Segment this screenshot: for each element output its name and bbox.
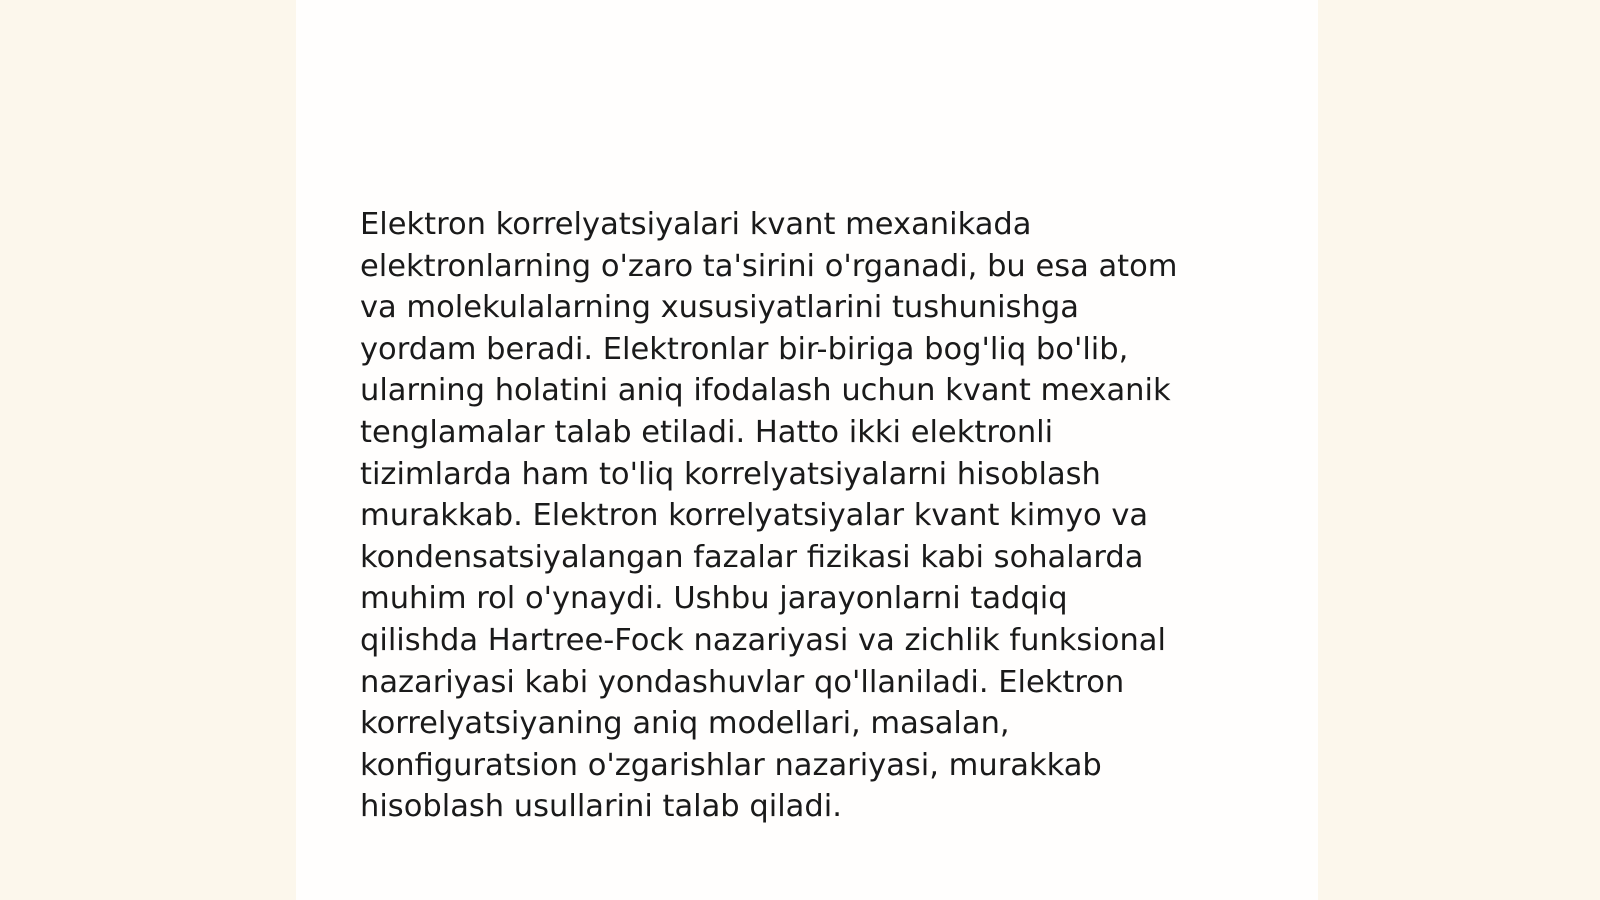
text-line: qilishda Hartree-Fock nazariyasi va zichlik funksional — [360, 622, 1166, 658]
text-line: murakkab. Elektron korrelyatsiyalar kvant kimyo va — [360, 498, 1149, 534]
text-line: ularning holatini aniq ifodalash uchun kvant mexanik — [360, 373, 1171, 409]
text-line: korrelyatsiyaning aniq modellari, masalan, — [360, 706, 1010, 742]
text-line: va molekulalarning xususiyatlarini tushunishga — [360, 290, 1079, 326]
text-line: konfiguratsion o'zgarishlar nazariyasi, murakkab — [360, 747, 1102, 783]
text-line: kondensatsiyalangan fazalar fizikasi kabi sohalarda — [360, 539, 1144, 575]
body-paragraph — [360, 204, 1240, 828]
document-page — [296, 0, 1318, 900]
text-line: Elektron korrelyatsiyalari kvant mexanikada — [360, 207, 1032, 242]
text-line: tenglamalar talab etiladi. Hatto ikki elektronli — [360, 414, 1054, 450]
text-line: tizimlarda ham to'liq korrelyatsiyalarni hisoblash — [360, 456, 1101, 492]
text-line: muhim rol o'ynaydi. Ushbu jarayonlarni tadqiq — [360, 581, 1068, 617]
text-line: yordam beradi. Elektronlar bir-biriga bog'liq bo'lib, — [360, 331, 1129, 367]
text-line: hisoblash usullarini talab qiladi. — [360, 789, 842, 825]
text-line: elektronlarning o'zaro ta'sirini o'rganadi, bu esa atom — [360, 248, 1178, 284]
text-line: nazariyasi kabi yondashuvlar qo'llaniladi. Elektron — [360, 664, 1125, 700]
